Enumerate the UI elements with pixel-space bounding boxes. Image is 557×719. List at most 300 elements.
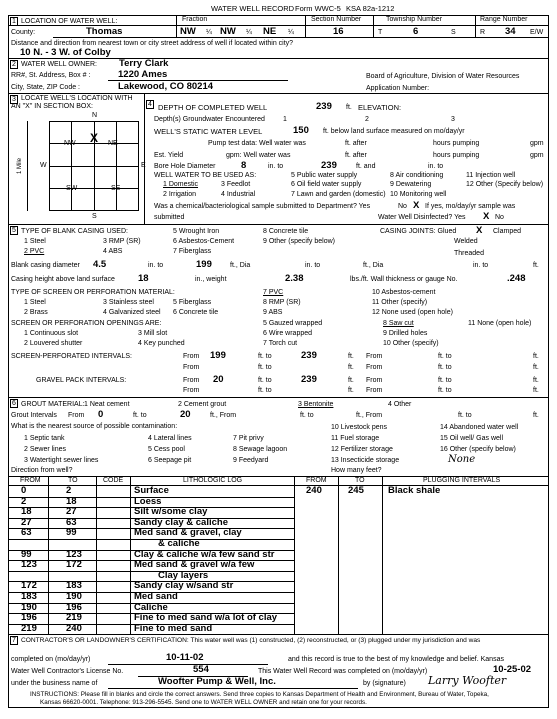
owner-label: WATER WELL OWNER: bbox=[21, 61, 97, 68]
log-from-cell: 2 bbox=[21, 495, 27, 507]
range-number-label: Range Number bbox=[480, 16, 528, 23]
source-lagoon: 8 Sewage lagoon bbox=[233, 446, 288, 453]
log-from-cell: 0 bbox=[21, 485, 27, 496]
grout-bentonite: 3 Bentonite bbox=[298, 401, 334, 408]
log-description-cell: Sandy clay & caliche bbox=[134, 516, 228, 528]
direction-label: Direction from well? bbox=[11, 467, 73, 474]
city-state-zip-label: City, State, ZIP Code : bbox=[11, 84, 80, 91]
log-header-code: CODE bbox=[103, 477, 124, 484]
wall-thickness-value: .248 bbox=[507, 273, 526, 284]
log-description-cell: Clay & caliche w/a few sand str bbox=[134, 548, 275, 560]
log-to-cell: 196 bbox=[66, 601, 82, 613]
gpi-to-value: 239 bbox=[301, 374, 317, 385]
township-value: 6 bbox=[413, 26, 419, 37]
screen-concrete: 6 Concrete tile bbox=[173, 309, 219, 316]
welded-label: Welded bbox=[454, 238, 478, 245]
quarter-1: ¼ bbox=[206, 29, 212, 36]
spi-from-3: From bbox=[183, 364, 200, 371]
grout-neat-cement: 1 Neat cement bbox=[84, 401, 130, 408]
casing-rmp: 3 RMP (SR) bbox=[103, 238, 141, 245]
gpi-ft-4: ft. bbox=[533, 387, 539, 394]
use-label: WELL WATER TO BE USED AS: bbox=[154, 172, 257, 179]
casing-wrought-iron: 5 Wrought Iron bbox=[173, 228, 220, 235]
source-other: 16 Other (specify below) bbox=[440, 446, 516, 453]
casing-height-label: Casing height above land surface bbox=[11, 276, 115, 283]
grout-cement: 2 Cement grout bbox=[178, 401, 227, 408]
groundwater-label: Depth(s) Groundwater Encountered bbox=[154, 116, 265, 123]
log-from-cell: 18 bbox=[21, 506, 32, 518]
section-7-number: 7 bbox=[10, 636, 18, 645]
form-title: WATER WELL RECORD bbox=[211, 4, 295, 13]
divider bbox=[8, 397, 549, 398]
gpm-unit: gpm bbox=[530, 140, 544, 147]
business-name-label: under the business name of bbox=[11, 680, 98, 687]
fraction-1: NW bbox=[180, 26, 196, 37]
source-abandoned-well: 14 Abandoned water well bbox=[440, 424, 519, 431]
gpi-ft-to: ft. to bbox=[258, 377, 272, 384]
gi-ft: ft. bbox=[533, 412, 539, 419]
casing-fiberglass: 7 Fiberglass bbox=[173, 248, 212, 255]
gpi-from-2: From bbox=[366, 377, 383, 384]
locate-label-1: LOCATE WELL'S LOCATION WITH bbox=[21, 95, 133, 102]
log-from-cell: 190 bbox=[21, 601, 37, 613]
log-to-cell: 63 bbox=[66, 516, 77, 528]
depth-label: DEPTH OF COMPLETED WELL bbox=[158, 103, 268, 112]
blank-casing-diameter-value: 4.5 bbox=[93, 259, 107, 270]
gpm-unit-2: gpm bbox=[530, 152, 544, 159]
completed-on-label: completed on (mo/day/yr) bbox=[11, 656, 91, 663]
source-watertight-sewer: 3 Watertight sewer lines bbox=[24, 457, 99, 464]
divider bbox=[475, 15, 476, 38]
threaded-label: Threaded bbox=[454, 250, 484, 257]
divider bbox=[8, 58, 549, 59]
gpi-from-value: 20 bbox=[213, 374, 224, 385]
log-description-cell: Silt w/some clay bbox=[134, 506, 208, 518]
range-value: 34 bbox=[505, 26, 516, 37]
log-from-cell: 123 bbox=[21, 559, 37, 571]
bore-in-to: in. to bbox=[268, 163, 284, 170]
blank-casing-diameter-label: Blank casing diameter bbox=[11, 262, 80, 269]
opening-wire: 6 Wire wrapped bbox=[263, 330, 313, 337]
grout-material-label: GROUT MATERIAL: bbox=[21, 401, 85, 408]
section-6-number: 6 bbox=[10, 399, 18, 408]
use-irrigation: 2 Irrigation bbox=[163, 191, 197, 198]
bcd-in-to-2: in. to bbox=[305, 262, 321, 269]
openings-label: SCREEN OR PERFORATION OPENINGS ARE: bbox=[11, 320, 162, 327]
screen-asbestos: 10 Asbestos-cement bbox=[372, 289, 436, 296]
application-number-label: Application Number: bbox=[366, 85, 430, 92]
gi-to-value: 20 bbox=[180, 409, 191, 420]
ft-after-2: ft. after bbox=[345, 152, 367, 159]
log-header-from: FROM bbox=[20, 477, 41, 484]
log-from-cell: 27 bbox=[21, 516, 32, 528]
log-col-line bbox=[294, 476, 295, 634]
log-to-cell: 123 bbox=[66, 548, 82, 560]
log-description-cell: Med sand & gravel, clay bbox=[134, 527, 242, 539]
section-1-number: 1 bbox=[10, 17, 18, 26]
nw-label: NW bbox=[64, 140, 76, 147]
wall-thickness-label: lbs./ft. Wall thickness or gauge No. bbox=[350, 276, 458, 283]
log-row-line bbox=[8, 571, 294, 572]
divider bbox=[144, 93, 145, 224]
instructions-line-1: INSTRUCTIONS: Please fill in blanks and circle the correct answers. Send three copies to Kansas Department of Health and Environment, Bureau of Water, Topeka, bbox=[30, 691, 489, 698]
source-lateral: 4 Lateral lines bbox=[148, 435, 192, 442]
log-to-cell: 219 bbox=[66, 612, 82, 624]
spi-ft-3: ft. bbox=[348, 364, 354, 371]
log-header-to: TO bbox=[68, 477, 78, 484]
form-frame bbox=[8, 15, 549, 708]
log-to-cell: 190 bbox=[66, 591, 82, 602]
ksa-reference: KSA 82a-1212 bbox=[346, 4, 395, 13]
bore-value: 8 bbox=[241, 160, 247, 171]
bore-label: Bore Hole Diameter bbox=[154, 163, 216, 170]
section-2-number: 2 bbox=[10, 60, 18, 69]
log-to-cell: 99 bbox=[66, 527, 77, 539]
license-value: 554 bbox=[193, 664, 209, 675]
clamped-label: Clamped bbox=[493, 228, 522, 235]
log-col-line bbox=[96, 476, 97, 634]
chem-sample-label: Was a chemical/bacteriological sample submitted to Department? Yes bbox=[154, 203, 371, 210]
grout-other: 4 Other bbox=[388, 401, 412, 408]
depth-value: 239 bbox=[316, 101, 332, 112]
bcd-in-to: in. to bbox=[148, 262, 164, 269]
chem-tail: If yes, mo/day/yr sample was bbox=[425, 203, 516, 210]
fraction-3: NE bbox=[263, 26, 277, 37]
screen-none: 12 None used (open hole) bbox=[372, 309, 453, 316]
use-lawn: 7 Lawn and garden (domestic) bbox=[291, 191, 386, 198]
disinfected-x: X bbox=[483, 211, 490, 222]
casing-concrete: 8 Concrete tile bbox=[263, 228, 309, 235]
underline bbox=[108, 688, 358, 689]
spi-from-2: From bbox=[366, 353, 383, 360]
ne-label: NE bbox=[108, 140, 118, 147]
source-oil-gas: 15 Oil well/ Gas well bbox=[440, 435, 504, 442]
log-header-plug-to: TO bbox=[355, 477, 365, 484]
disinfected-no: No bbox=[495, 214, 504, 221]
static-water-level-tail: ft. below land surface measured on mo/day/yr bbox=[323, 128, 465, 135]
contamination-label: What is the nearest source of possible contamination: bbox=[11, 423, 178, 430]
spi-from-4: From bbox=[366, 364, 383, 371]
casing-weight-value: 2.38 bbox=[285, 273, 304, 284]
source-privy: 7 Pit privy bbox=[233, 435, 264, 442]
board-label: Board of Agriculture, Division of Water Resources bbox=[366, 73, 520, 80]
casing-type-label: TYPE OF BLANK CASING USED: bbox=[21, 228, 128, 235]
bore-to-value: 239 bbox=[321, 160, 337, 171]
record-completed-value: 10-25-02 bbox=[493, 664, 532, 675]
divider bbox=[373, 15, 374, 38]
log-to-cell: 183 bbox=[66, 580, 82, 592]
spi-ft-to-2: ft. to bbox=[438, 353, 452, 360]
record-completed-label: This Water Well Record was completed on (mo/day/yr) bbox=[258, 668, 428, 675]
gpi-ft-to-3: ft. to bbox=[258, 387, 272, 394]
use-domestic: 1 Domestic bbox=[163, 181, 199, 188]
disinfected-label: Water Well Disinfected? Yes bbox=[378, 214, 466, 221]
section-3-number: 3 bbox=[10, 95, 18, 104]
distance-value: 10 N. - 3 W. of Colby bbox=[20, 47, 111, 58]
spi-to-value: 239 bbox=[301, 350, 317, 361]
well-location-mark: X bbox=[90, 131, 99, 145]
screen-steel: 1 Steel bbox=[24, 299, 46, 306]
use-ac: 8 Air conditioning bbox=[390, 172, 444, 179]
gw-3: 3 bbox=[451, 116, 455, 123]
bcd-ft-dia: ft., Dia bbox=[230, 262, 251, 269]
quarter-2: ¼ bbox=[246, 29, 252, 36]
log-to-cell: 18 bbox=[66, 495, 77, 507]
submitted-label: submitted bbox=[154, 214, 185, 221]
bcd-ft: ft. bbox=[533, 262, 539, 269]
casing-other: 9 Other (specify below) bbox=[263, 238, 335, 245]
opening-none: 11 None (open hole) bbox=[468, 320, 532, 327]
gi-ft-from-2: ft., From bbox=[356, 412, 383, 419]
section-4-number: 4 bbox=[146, 100, 154, 109]
bcd-in-to-3: in. to bbox=[473, 262, 489, 269]
log-to-cell: 240 bbox=[66, 622, 82, 634]
county-value: Thomas bbox=[86, 26, 123, 37]
source-fertilizer: 12 Fertilizer storage bbox=[331, 446, 393, 453]
log-description-cell: Surface bbox=[134, 485, 169, 496]
screen-pvc: 7 PVC bbox=[263, 289, 284, 296]
source-septic: 1 Septic tank bbox=[24, 435, 65, 442]
city-state-zip-value: Lakewood, CO 80214 bbox=[118, 81, 214, 92]
screen-fiberglass: 5 Fiberglass bbox=[173, 299, 212, 306]
log-description-cell: Clay layers bbox=[158, 569, 209, 581]
address-label: RR#, St. Address, Box # : bbox=[11, 72, 91, 79]
underline bbox=[108, 664, 268, 665]
gi-ft-from: ft., From bbox=[210, 412, 237, 419]
screen-intervals-label: SCREEN-PERFORATED INTERVALS: bbox=[11, 353, 132, 360]
log-from-cell: 172 bbox=[21, 580, 37, 592]
use-industrial: 4 Industrial bbox=[221, 191, 256, 198]
log-description-cell: Fine to med sand w/a lot of clay bbox=[134, 612, 278, 624]
log-description-cell: Med sand & gravel w/a few bbox=[134, 559, 255, 571]
log-description-cell: Med sand bbox=[134, 591, 178, 602]
section-5-number: 5 bbox=[10, 226, 18, 235]
sw-label: SW bbox=[66, 185, 78, 192]
r-label: R bbox=[480, 29, 486, 36]
opening-torch: 7 Torch cut bbox=[263, 340, 298, 347]
opening-mill: 3 Mill slot bbox=[138, 330, 168, 337]
chem-no: No bbox=[398, 203, 407, 210]
log-header-line bbox=[8, 485, 549, 486]
screen-abs: 9 ABS bbox=[263, 309, 283, 316]
mile-scale-label: 1 Mile bbox=[17, 157, 24, 175]
gi-from: From bbox=[68, 412, 85, 419]
source-livestock: 10 Livestock pens bbox=[331, 424, 388, 431]
gpi-from: From bbox=[183, 377, 200, 384]
gw-1: 1 bbox=[283, 116, 287, 123]
se-label: SE bbox=[111, 185, 121, 192]
south-label: S bbox=[92, 213, 97, 220]
opening-other: 10 Other (specify) bbox=[383, 340, 439, 347]
casing-pvc: 2 PVC bbox=[24, 248, 45, 255]
plug-to-value: 245 bbox=[348, 485, 364, 496]
log-to-cell: 2 bbox=[66, 485, 72, 496]
underline bbox=[138, 676, 248, 677]
gi-ft-to-3: ft. to bbox=[458, 412, 472, 419]
gpi-ft-3: ft. bbox=[348, 387, 354, 394]
log-description-cell: Sandy clay w/sand str bbox=[134, 580, 234, 592]
use-monitoring: 10 Monitoring well bbox=[390, 191, 447, 198]
section-number-label: Section Number bbox=[311, 16, 362, 23]
gpi-ft-to-2: ft. to bbox=[438, 377, 452, 384]
log-col-line bbox=[48, 476, 49, 634]
signature: Larry Woofter bbox=[428, 674, 507, 687]
bore-in-to-2: in. to bbox=[428, 163, 444, 170]
casing-abs: 4 ABS bbox=[103, 248, 123, 255]
spi-ft-to-4: ft. to bbox=[438, 364, 452, 371]
owner-value: Terry Clark bbox=[119, 58, 169, 69]
gpi-ft-2: ft. bbox=[533, 377, 539, 384]
log-header-plugging: PLUGGING INTERVALS bbox=[423, 477, 501, 484]
use-feedlot: 3 Feedlot bbox=[221, 181, 251, 188]
water-well-record-form bbox=[8, 0, 549, 719]
how-many-feet-label: How many feet? bbox=[331, 467, 382, 474]
ft-after: ft. after bbox=[345, 140, 367, 147]
log-row-line bbox=[8, 539, 294, 540]
spi-ft-2: ft. bbox=[533, 353, 539, 360]
north-label: N bbox=[92, 112, 98, 119]
depth-ft: ft. bbox=[346, 104, 352, 111]
ew-value: E/W bbox=[530, 29, 544, 36]
screen-stainless: 3 Stainless steel bbox=[103, 299, 154, 306]
locate-label-2: AN "X" IN SECTION BOX: bbox=[11, 103, 93, 110]
log-description-cell: Caliche bbox=[134, 601, 168, 613]
address-value: 1220 Ames bbox=[118, 69, 168, 80]
completed-tail: and this record is true to the best of my knowledge and belief. Kansas bbox=[288, 656, 504, 663]
quarter-3: ¼ bbox=[288, 29, 294, 36]
source-cess: 5 Cess pool bbox=[148, 446, 185, 453]
log-col-line bbox=[130, 476, 131, 634]
opening-continuous: 1 Continuous slot bbox=[24, 330, 79, 337]
grid-line bbox=[71, 121, 72, 211]
spi-ft-4: ft. bbox=[533, 364, 539, 371]
bcd-to-value: 199 bbox=[196, 259, 212, 270]
mile-scale-line bbox=[27, 121, 28, 211]
log-from-cell: 196 bbox=[21, 612, 37, 624]
use-oilfield: 6 Oil field water supply bbox=[291, 181, 362, 188]
source-seepage: 6 Seepage pit bbox=[148, 457, 192, 464]
static-water-level-label: WELL'S STATIC WATER LEVEL bbox=[154, 127, 263, 136]
use-dewatering: 9 Dewatering bbox=[390, 181, 432, 188]
elevation-label: ELEVATION: bbox=[358, 103, 402, 112]
casing-joints-label: CASING JOINTS: Glued bbox=[380, 228, 457, 235]
s-label: S bbox=[451, 29, 456, 36]
hours-pumping-2: hours pumping bbox=[433, 152, 480, 159]
use-public: 5 Public water supply bbox=[291, 172, 358, 179]
other-source-value: None bbox=[448, 454, 476, 465]
plug-description: Black shale bbox=[388, 485, 441, 496]
static-water-level-value: 150 bbox=[293, 125, 309, 136]
fraction-label: Fraction bbox=[182, 16, 208, 23]
gi-ft-to-2: ft. to bbox=[300, 412, 314, 419]
screen-galvanized: 4 Galvanized steel bbox=[103, 309, 161, 316]
log-description-cell: & caliche bbox=[158, 538, 200, 549]
east-label: E bbox=[141, 162, 146, 169]
distance-label: Distance and direction from nearest town or city street address of well if located within city? bbox=[11, 40, 294, 47]
chem-x: X bbox=[413, 200, 420, 211]
form-number: Form WWC-5 bbox=[295, 4, 341, 13]
opening-louvered: 2 Louvered shutter bbox=[24, 340, 83, 347]
gravel-pack-label: GRAVEL PACK INTERVALS: bbox=[36, 377, 127, 384]
casing-weight-label: in., weight bbox=[195, 276, 227, 283]
gpi-from-4: From bbox=[366, 387, 383, 394]
gpi-from-3: From bbox=[183, 387, 200, 394]
signature-label: by (signature) bbox=[363, 680, 406, 687]
log-col-line bbox=[338, 476, 339, 634]
gpi-ft-to-4: ft. to bbox=[438, 387, 452, 394]
divider bbox=[108, 80, 288, 81]
certification-text: CONTRACTOR'S OR LANDOWNER'S CERTIFICATION: This water well was (1) constructed, (2) reconstructed, or (3) plugged under my jurisdiction and was bbox=[21, 637, 481, 644]
license-label: Water Well Contractor's License No. bbox=[11, 668, 124, 675]
use-injection: 11 Injection well bbox=[466, 172, 516, 179]
grid-line bbox=[116, 121, 117, 211]
casing-steel: 1 Steel bbox=[24, 238, 46, 245]
screen-rmp: 8 RMP (SR) bbox=[263, 299, 301, 306]
fraction-2: NW bbox=[220, 26, 236, 37]
log-header-plug-from: FROM bbox=[306, 477, 327, 484]
bcd-ft-dia-2: ft., Dia bbox=[363, 262, 384, 269]
opening-key: 4 Key punched bbox=[138, 340, 185, 347]
completed-on-value: 10-11-02 bbox=[166, 652, 204, 663]
use-other: 12 Other (Specify below) bbox=[466, 181, 544, 188]
gpi-ft: ft. bbox=[348, 377, 354, 384]
screen-brass: 2 Brass bbox=[24, 309, 48, 316]
log-from-cell: 183 bbox=[21, 591, 37, 602]
casing-joints-x: X bbox=[476, 225, 483, 236]
source-feedyard: 9 Feedyard bbox=[233, 457, 269, 464]
hours-pumping: hours pumping bbox=[433, 140, 480, 147]
estimated-yield-label: Est. Yield bbox=[154, 152, 184, 159]
divider bbox=[8, 93, 549, 94]
section-value: 16 bbox=[333, 26, 344, 37]
log-to-cell: 27 bbox=[66, 506, 77, 518]
log-from-cell: 99 bbox=[21, 548, 32, 560]
spi-ft-to: ft. to bbox=[258, 353, 272, 360]
county-label: County: bbox=[11, 29, 36, 36]
gi-from-value: 0 bbox=[98, 409, 104, 420]
source-sewer: 2 Sewer lines bbox=[24, 446, 67, 453]
opening-drilled: 9 Drilled holes bbox=[383, 330, 428, 337]
spi-from: From bbox=[183, 353, 200, 360]
grout-intervals-label: Grout Intervals bbox=[11, 412, 57, 419]
divider bbox=[305, 15, 306, 38]
log-description-cell: Fine to med sand bbox=[134, 622, 213, 634]
casing-height-value: 18 bbox=[138, 273, 149, 284]
log-from-cell: 219 bbox=[21, 622, 37, 634]
instructions-line-2: Kansas 66620-0001. Telephone: 913-296-5545. Send one to WATER WELL OWNER and retain one for your records. bbox=[40, 699, 367, 706]
plug-from-value: 240 bbox=[306, 485, 322, 496]
bore-ft-and: ft. and bbox=[356, 163, 376, 170]
opening-saw: 8 Saw cut bbox=[383, 320, 414, 327]
business-name-value: Woofter Pump & Well, Inc. bbox=[158, 676, 276, 687]
log-col-line bbox=[382, 476, 383, 634]
spi-from-value: 199 bbox=[210, 350, 226, 361]
spi-ft: ft. bbox=[348, 353, 354, 360]
source-fuel: 11 Fuel storage bbox=[331, 435, 380, 442]
gi-ft-to: ft. to bbox=[133, 412, 147, 419]
spi-ft-to-3: ft. to bbox=[258, 364, 272, 371]
divider bbox=[8, 634, 549, 635]
opening-gauzed: 5 Gauzed wrapped bbox=[263, 320, 323, 327]
log-header-lithologic: LITHOLOGIC LOG bbox=[183, 477, 243, 484]
screen-other: 11 Other (specify) bbox=[372, 299, 428, 306]
location-label: LOCATION OF WATER WELL: bbox=[21, 18, 118, 25]
yield-gpm-label: gpm: Well water was bbox=[226, 152, 291, 159]
screen-type-label: TYPE OF SCREEN OR PERFORATION MATERIAL: bbox=[11, 289, 175, 296]
log-from-cell: 63 bbox=[21, 527, 32, 539]
t-label: T bbox=[378, 29, 383, 36]
township-number-label: Township Number bbox=[386, 16, 443, 23]
